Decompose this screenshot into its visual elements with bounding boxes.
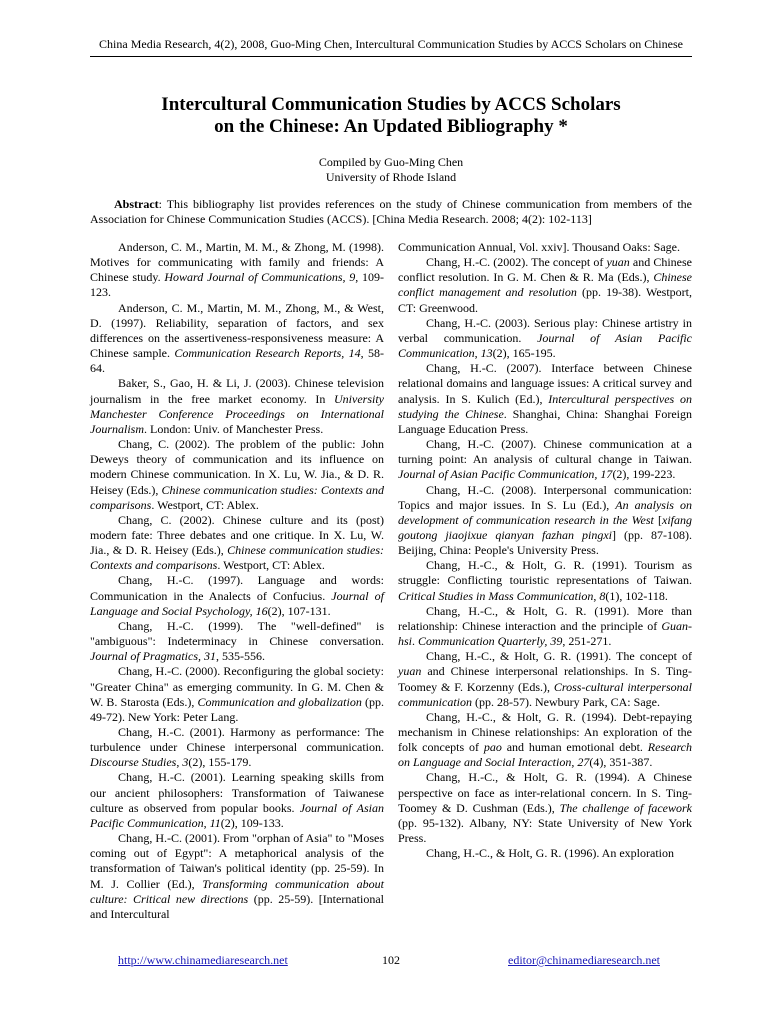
reference-italic-text: Communication and globalization (197, 694, 362, 709)
reference-text: and Chinese interpersonal relationships. In S. Ting-Toomey & F. Korzenny (Eds.), (398, 664, 692, 694)
reference-text: ] (pp. 87-108). Beijing, China: People's University Press. (398, 527, 693, 558)
reference-italic-text: Communication Quarterly, 39 (418, 634, 563, 649)
reference-text: Chang, C. (2002). Chinese culture and its (post) modern fate: Three debates and one critique. In X. Lu, W. Jia., & D. R. Heisey (Eds.), (90, 512, 384, 558)
reference-text: Chang, H.-C. (2001). Learning speaking skills from our ancient philosophers: Transformation of Taiwanese culture as observed from popular books. (90, 770, 384, 815)
reference-text: (pp. 25-59). [International and Intercultural (90, 891, 384, 921)
reference-text: (4), 351-387. (589, 755, 653, 770)
byline (90, 155, 692, 185)
reference-italic-text: An analysis on development of communication research in the West (398, 497, 692, 527)
reference-text: . Westport, CT: Ablex. (217, 558, 325, 573)
reference-text: Communication Annual, Vol. xxiv]. Thousand Oaks: Sage. (398, 240, 680, 254)
reference-text: Chang, H.-C., & Holt, G. R. (1994). Debt-repaying mechanism in Chinese relationships: An exploration of the folk concepts of (398, 709, 692, 755)
reference-italic-text: Chinese communication studies: Contexts and comparisons (90, 482, 384, 512)
reference-text: Chang, H.-C., & Holt, G. R. (1991). Tourism as struggle: Conflicting touristic representations of Taiwan. (398, 558, 692, 588)
page-number: 102 (382, 953, 400, 967)
reference-entry (90, 240, 384, 301)
reference-italic-text: Journal of Asian Pacific Communication (398, 330, 692, 361)
reference-entry (398, 710, 692, 771)
reference-text: . London: Univ. of Manchester Press. (144, 421, 324, 436)
reference-italic-text: Transforming communication about culture: Critical new directions (90, 876, 384, 906)
reference-italic-text: Journal of Asian Pacific Communication (90, 800, 384, 830)
reference-entry (90, 831, 384, 922)
reference-text: . Shanghai, China: Shanghai Foreign Language Education Press. (398, 406, 693, 436)
reference-italic-text: Journal of Language and Social Psychology, 16 (90, 588, 384, 618)
compiler-name: Compiled by Guo-Ming Chen (318, 155, 464, 169)
reference-text: Chang, H.-C., & Holt, G. R. (1991). The concept of (426, 649, 692, 664)
reference-entry (398, 604, 692, 649)
reference-italic-text: Cross-cultural interpersonal communication (398, 679, 692, 709)
article-title (90, 94, 692, 138)
title-line-2: on the Chinese: An Updated Bibliography * (214, 116, 568, 137)
reference-entry (398, 437, 692, 482)
reference-text: Chang, H.-C. (2007). Chinese communication at a turning point: An analysis of cultural change in Taiwan. (398, 437, 692, 467)
reference-entry (398, 361, 692, 437)
bibliography-column-left (90, 240, 384, 922)
header-rule (90, 56, 692, 57)
reference-entry (90, 437, 384, 513)
reference-italic-text: 11 (209, 815, 221, 830)
reference-entry (90, 770, 384, 831)
reference-text: Anderson, C. M., Martin, M. M., & Zhong, M. (1998). Motives for communicating with family and friends: A Chinese study. (90, 240, 384, 285)
abstract-text: : This bibliography list provides references on the study of Chinese communication from members of the Association for Chinese Communication Studies (ACCS). [China Media Research. 2008; 4(2): 102-113] (90, 197, 692, 226)
reference-text: (2), 107-131. (267, 603, 331, 618)
reference-italic-text: Chinese communication studies: Contexts and comparisons (90, 543, 384, 573)
running-head: China Media Research, 4(2), 2008, Guo-Ming Chen, Intercultural Communication Studies by ACCS Scholars on Chinese (99, 37, 683, 51)
reference-text: Chang, H.-C., & Holt, G. R. (1991). More than relationship: Chinese interaction and the principle of (398, 603, 692, 633)
reference-text: Chang, H.-C. (2003). Serious play: Chinese artistry in verbal communication. (398, 315, 692, 345)
reference-italic-text: yuan (606, 255, 630, 270)
reference-text: , (593, 588, 600, 603)
reference-italic-text: Journal of Asian Pacific Communication, 17 (398, 467, 613, 482)
reference-italic-text: Critical Studies in Mass Communication (398, 588, 594, 603)
reference-italic-text: yuan (398, 664, 422, 679)
reference-italic-text: pao (483, 740, 502, 755)
reference-text: Chang, C. (2002). The problem of the public: John Deweys theory of communication and its influence on modern Chinese communication. In X. Lu, W. Jia., & D. R. Heisey (Eds.), (90, 437, 384, 497)
reference-text: (2), 155-179. (188, 755, 252, 770)
reference-text: , 251-271. (562, 634, 612, 649)
reference-entry (90, 301, 384, 377)
reference-text: Chang, H.-C. (2000). Reconfiguring the global society: "Greater China" as emerging community. In G. M. Chen & W. B. Starosta (Eds.), (90, 664, 384, 709)
reference-entry (398, 846, 692, 861)
reference-italic-text: xifang goutong jiaojixue qianyan fazhan pingxi (398, 512, 693, 542)
reference-text: , (176, 755, 183, 770)
reference-entry (398, 770, 692, 846)
reference-text: Chang, H.-C. (2008). Interpersonal communication: Topics and major issues. In S. Lu (Ed.), (398, 482, 692, 512)
reference-text: Chang, H.-C. (2007). Interface between Chinese relational domains and language issues: A critical survey and analysis. In S. Kulich (Ed.), (398, 361, 692, 406)
reference-entry (90, 664, 384, 725)
reference-entry (398, 240, 692, 255)
reference-text: (pp. 28-57). Newbury Park, CA: Sage. (472, 694, 660, 709)
reference-text: and Chinese conflict resolution. In G. M. Chen & R. Ma (Eds.), (398, 255, 692, 285)
reference-text: Chang, H.-C. (2001). From "orphan of Asia" to "Moses coming out of Egypt": A metaphorical analysis of the transformation of Taiwan's political identity (pp. 25-59). In M. J. Collier (Ed.), (90, 831, 385, 891)
reference-text: , 109-123. (90, 270, 384, 300)
reference-text: Chang, H.-C. (1999). The "well-defined" is "ambiguous": Indeterminacy in Chinese conversation. (90, 618, 384, 649)
reference-entry (90, 619, 384, 664)
website-link[interactable]: http://www.chinamediaresearch.net (118, 953, 288, 967)
reference-italic-text: Journal of Pragmatics, 31 (90, 649, 216, 664)
reference-italic-text: Guan-hsi (398, 618, 692, 649)
reference-entry (90, 513, 384, 574)
reference-text: Chang, H.-C., & Holt, G. R. (1996). An exploration (426, 846, 674, 861)
reference-text: (pp. 19-38). Westport, CT: Greenwood. (398, 285, 693, 315)
reference-text: Chang, H.-C., & Holt, G. R. (1994). A Chinese perspective on face as inter-relational concern. In S. Ting-Toomey & D. Cushman (Eds.), (398, 770, 692, 815)
reference-entry (90, 573, 384, 618)
bibliography-column-right (398, 240, 692, 861)
reference-text: , (203, 815, 210, 830)
abstract (90, 197, 692, 227)
reference-italic-text: 13 (480, 346, 493, 361)
reference-text: Chang, H.-C. (2002). The concept of (426, 255, 607, 270)
reference-text: , (474, 346, 481, 361)
reference-entry (398, 316, 692, 361)
reference-text: [ (653, 512, 663, 527)
reference-entry (398, 483, 692, 559)
reference-text: Chang, H.-C. (1997). Language and words: Communication in the Analects of Confucius. (90, 573, 384, 603)
reference-entry (398, 649, 692, 710)
reference-italic-text: Research on Language and Social Interaction, 27 (398, 740, 692, 770)
reference-italic-text: Discourse Studies (90, 755, 177, 770)
reference-text: and human emotional debt. (501, 740, 648, 755)
author-affiliation: University of Rhode Island (325, 170, 457, 184)
reference-text: (1), 102-118. (605, 588, 668, 603)
reference-entry (398, 558, 692, 603)
reference-italic-text: Intercultural perspectives on studying the Chinese (398, 391, 693, 421)
reference-entry (90, 725, 384, 770)
reference-italic-text: Communication Research Reports, 14 (174, 346, 361, 361)
reference-entry (90, 376, 384, 437)
abstract-label: Abstract (114, 197, 159, 211)
reference-text: , 58-64. (90, 346, 385, 376)
reference-text: , 535-556. (216, 649, 265, 664)
reference-italic-text: Chinese conflict management and resolution (398, 270, 692, 300)
email-link[interactable]: editor@chinamediaresearch.net (508, 953, 660, 967)
reference-text: (2), 109-133. (220, 815, 284, 830)
reference-italic-text: 3 (182, 755, 189, 770)
reference-text: (pp. 95-132). Albany, NY: State University of New York Press. (398, 815, 692, 846)
reference-text: Chang, H.-C. (2001). Harmony as performance: The turbulence under Chinese interpersonal communication. (90, 725, 384, 755)
reference-text: Anderson, C. M., Martin, M. M., Zhong, M., & West, D. (1997). Reliability, separation of factors, and sex differences on the assertiveness-responsiveness measure: A Chinese sample. (90, 300, 384, 361)
reference-text: . (412, 634, 419, 649)
reference-italic-text: University Manchester Conference Proceedings on International Journalism (90, 391, 384, 436)
reference-italic-text: Howard Journal of Communications, 9 (164, 270, 356, 285)
title-line-1: Intercultural Communication Studies by ACCS Scholars (161, 94, 621, 115)
reference-entry (398, 255, 692, 316)
reference-text: (pp. 49-72). New York: Peter Lang. (90, 694, 384, 724)
reference-text: (2), 199-223. (612, 467, 676, 482)
reference-text: (2), 165-195. (492, 346, 556, 361)
reference-italic-text: 8 (599, 588, 606, 603)
reference-text: Baker, S., Gao, H. & Li, J. (2003). Chinese television journalism in the free market economy. In (90, 376, 384, 406)
reference-italic-text: The challenge of facework (559, 800, 692, 815)
reference-text: . Westport, CT: Ablex. (151, 497, 259, 512)
